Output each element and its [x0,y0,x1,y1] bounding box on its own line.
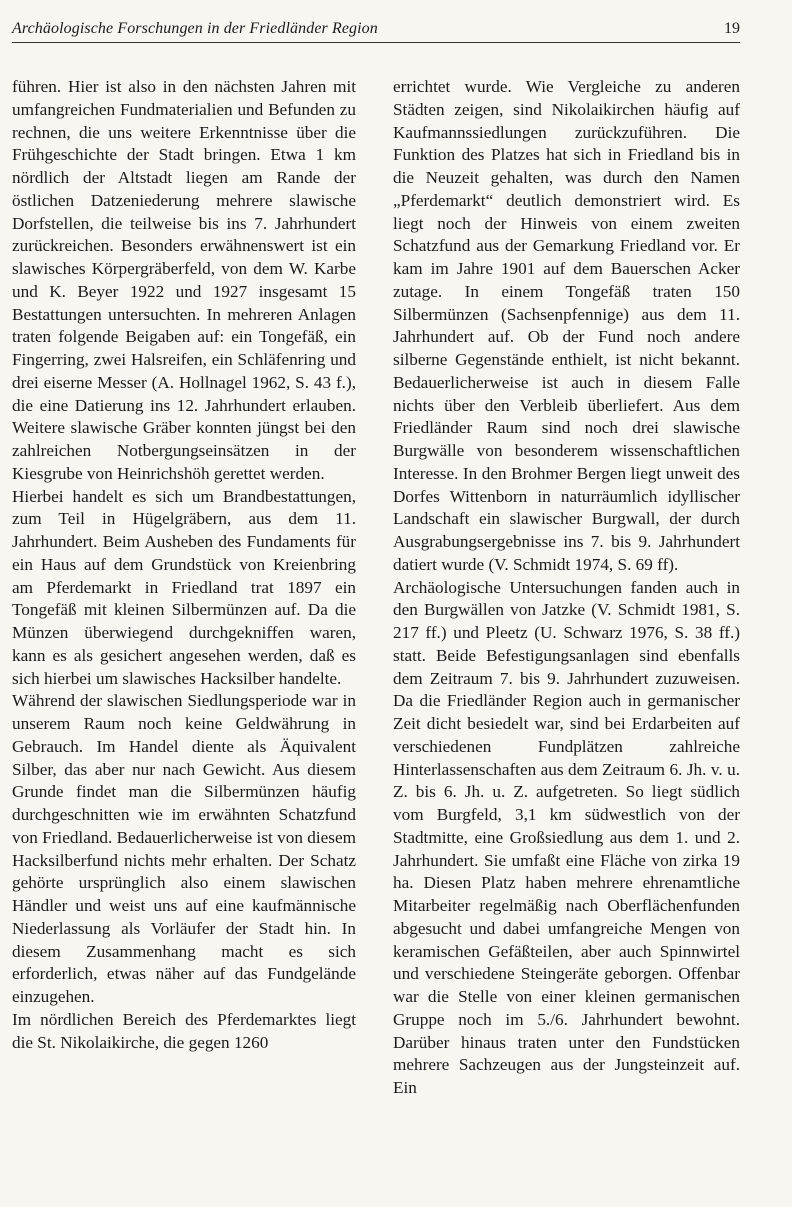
paragraph: errichtet wurde. Wie Vergleiche zu anderen Städten zeigen, sind Nikolaikirchen häufig auf Kaufmannssiedlungen zurückzuführen. Die Funktion des Platzes hat sich in Friedland bis in die Neuzeit gehalten, was durch den Namen „Pferdemarkt“ deutlich demonstriert wird. Es liegt noch der Hinweis von einem zweiten Schatzfund aus der Gemarkung Friedland vor. Er kam im Jahre 1901 auf dem Bauerschen Acker zutage. In einem Tongefäß traten 150 Silbermünzen (Sachsenpfennige) aus dem 11. Jahrhundert auf. Ob der Fund noch andere silberne Gegenstände enthielt, ist nicht bekannt. Bedauerlicherweise ist auch in diesem Falle nichts über den Verbleib überliefert. Aus dem Friedländer Raum sind noch drei slawische Burgwälle von besonderem wissenschaftlichen Interesse. In den Brohmer Bergen liegt unweit des Dorfes Wittenborn in naturräumlich idyllischer Landschaft ein slawischer Burgwall, der durch Ausgrabungsergebnisse ins 7. bis 9. Jahrhundert datiert wurde (V. Schmidt 1974, S. 69 ff). [393,77,740,574]
paragraph: führen. Hier ist also in den nächsten Jahren mit umfangreichen Fundmaterialien und Befunden zu rechnen, die uns weitere Erkenntnisse über die Frühgeschichte der Stadt bringen. Etwa 1 km nördlich der Altstadt liegen am Rande der östlichen Datzeniederung mehrere slawische Dorfstellen, die teilweise bis ins 7. Jahrhundert zurückreichen. Besonders erwähnenswert ist ein slawisches Körpergräberfeld, von dem W. Karbe und K. Beyer 1922 und 1927 insgesamt 15 Bestattungen untersuchten. In mehreren Anlagen traten folgende Beigaben auf: ein Tongefäß, ein Fingerring, zwei Halsreifen, ein Schläfenring und drei eiserne Messer (A. Hollnagel 1962, S. 43 f.), die eine Datierung ins 12. Jahrhundert erlauben. Weitere slawische Gräber konnten jüngst bei den zahlreichen Notbergungseinsätzen in der Kiesgrube von Heinrichshöh gerettet werden. [12,77,356,483]
paragraph: Archäologische Untersuchungen fanden auch in den Burgwällen von Jatzke (V. Schmidt 1981, S. 217 ff.) und Pleetz (U. Schwarz 1976, S. 38 ff.) statt. Beide Befestigungsanlagen sind ebenfalls dem Zeitraum 7. bis 9. Jahrhundert zuzuweisen. Da die Friedländer Region auch in germanischer Zeit dicht besiedelt war, sind bei Erdarbeiten auf verschiedenen Fundplätzen zahlreiche Hinterlassenschaften aus dem Zeitraum 6. Jh. v. u. Z. bis 6. Jh. u. Z. aufgetreten. So liegt südlich vom Burgfeld, 3,1 km südwestlich von der Stadtmitte, eine Großsiedlung aus dem 1. und 2. Jahrhundert. Sie umfaßt eine Fläche von zirka 19 ha. Diesen Platz haben mehrere ehrenamtliche Mitarbeiter regelmäßig nach Oberflächenfunden abgesucht und dabei umfangreiche Mengen von keramischen Gefäßteilen, aber auch Spinnwirtel und verschiedene Steingeräte geborgen. Offenbar war die Stelle von einer kleinen germanischen Gruppe noch im 5./6. Jahrhundert bewohnt. Darüber hinaus traten unter den Fundstücken mehrere Sachzeugen aus der Jungsteinzeit auf. Ein [393,577,740,1097]
page-number: 19 [724,20,740,37]
paragraph: Im nördlichen Bereich des Pferdemarktes liegt die St. Nikolaikirche, die gegen 1260 [12,1009,356,1052]
running-header [12,20,740,43]
paragraph: Während der slawischen Siedlungsperiode war in unserem Raum noch keine Geldwährung in Gebrauch. Im Handel diente als Äquivalent Silber, das aber nur nach Gewicht. Aus diesem Grunde findet man die Silbermünzen häufig durchgeschnitten wie im erwähnten Schatzfund von Friedland. Bedauerlicherweise ist von diesem Hacksilberfund nichts mehr erhalten. Der Schatz gehörte ursprünglich also einem slawischen Händler und weist uns auf eine kaufmännische Niederlassung als Vorläufer der Stadt hin. In diesem Zusammenhang macht es sich erforderlich, etwas näher auf das Fundgelände einzugehen. [12,691,356,1006]
paragraph: Hierbei handelt es sich um Brandbestattungen, zum Teil in Hügelgräbern, aus dem 11. Jahrhundert. Beim Ausheben des Fundaments für ein Haus auf dem Grundstück von Kreienbring am Pferdemarkt in Friedland trat 1897 ein Tongefäß mit kleinen Silbermünzen auf. Da die Münzen überwiegend durchgekniffen waren, kann es als gesichert angesehen werden, daß es sich hierbei um slawisches Hacksilber handelte. [12,486,356,688]
right-text-column [393,76,740,1100]
running-header-title: Archäologische Forschungen in der Friedländer Region [12,20,378,37]
left-text-column [12,76,356,1054]
